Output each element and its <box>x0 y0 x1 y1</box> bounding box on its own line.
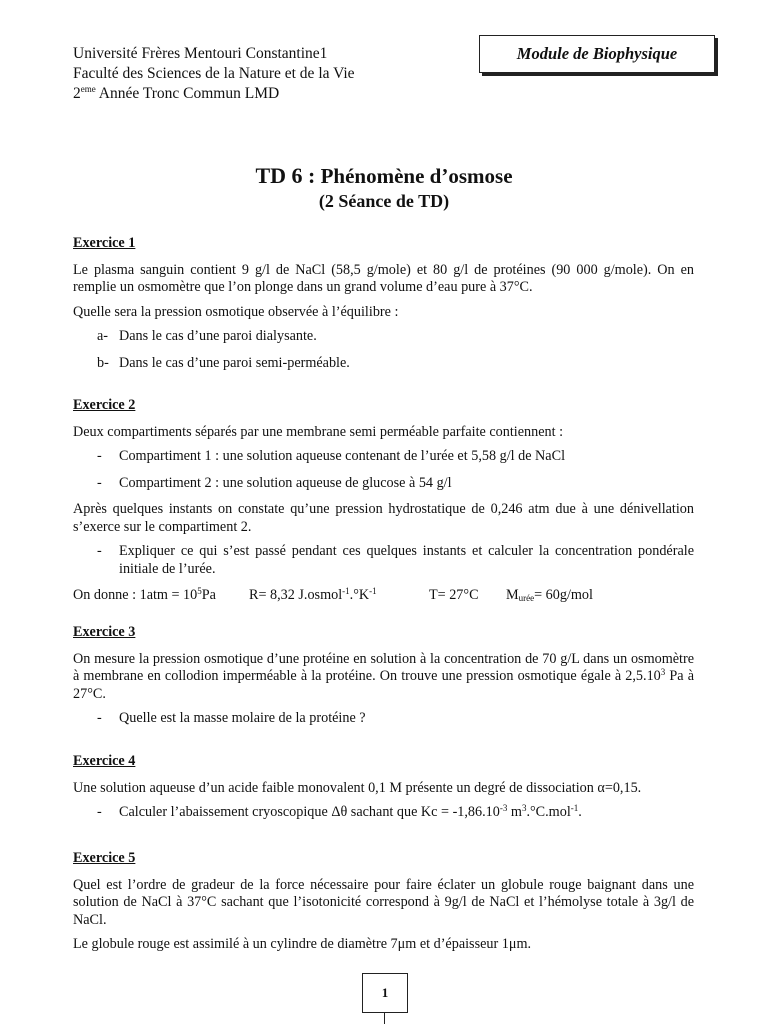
exercise-5-statement: Quel est l’ordre de gradeur de la force nécessaire pour faire éclater un globule rouge baignant dans une solution de NaCl à 37°C sachant que l’isotonicité correspond à 9g/l de NaCl et l’hémolyse totale à 3g/l de NaCl. <box>73 876 694 928</box>
exercise-4-title: Exercice 4 <box>73 753 136 769</box>
exercise-5-note: Le globule rouge est assimilé à un cylindre de diamètre 7μm et d’épaisseur 1μm. <box>73 936 532 952</box>
exercise-2 <box>73 397 694 612</box>
title-block <box>0 163 768 213</box>
exercise-2-given-data: On donne : $1atm = 10^5Pa$ R= 8,32 $J.osmol^{-1}.^\circ K^{-1}$ T= 27°C $M_{urée}= 60g/mol$ <box>73 586 593 603</box>
university-name: Université Frères Mentouri Constantine1 <box>73 45 328 62</box>
page-title: TD 6 : Phénomène d’osmose <box>255 163 513 188</box>
exercise-1-title: Exercice 1 <box>73 235 136 251</box>
exercise-1-statement: Le plasma sanguin contient 9 g/l de NaCl (58,5 g/mole) et 80 g/l de protéines (90 000 g/mole). On en remplie un osmomètre que l’on plonge dans un grand volume d’eau pure à 37°C. <box>73 261 694 295</box>
exercise-3 <box>73 624 694 737</box>
page-subtitle: (2 Séance de TD) <box>318 191 450 211</box>
exercise-3-title: Exercice 3 <box>73 624 136 640</box>
institution-header <box>73 44 355 104</box>
page-number-tick <box>384 1012 385 1024</box>
exercise-1-item-b: b- Dans le cas d’une paroi semi-perméable. <box>97 354 350 371</box>
exercise-3-question: - Quelle est la masse molaire de la protéine ? <box>97 710 366 726</box>
module-title-box: Module de Biophysique <box>479 35 715 73</box>
exercise-2-compartment-2: - Compartiment 2 : une solution aqueuse de glucose à 54 g/l <box>97 474 452 491</box>
exercise-1-item-a: a- Dans le cas d’une paroi dialysante. <box>97 328 317 344</box>
exercise-1 <box>73 235 694 381</box>
exercise-1-question: Quelle sera la pression osmotique observée à l’équilibre : <box>73 303 399 320</box>
exercise-5-title: Exercice 5 <box>73 850 136 866</box>
exercise-2-compartment-1: - Compartiment 1 : une solution aqueuse contenant de l’urée et 5,58 g/l de NaCl <box>97 448 566 464</box>
exercise-2-observation: Après quelques instants on constate qu’une pression hydrostatique de 0,246 atm due à une dénivellation s’exerce sur le compartiment 2. <box>73 501 694 535</box>
exercise-4-statement: Une solution aqueuse d’un acide faible monovalent 0,1 M présente un degré de dissociation α=0,15. <box>73 779 642 796</box>
year-line: 2eme Année Tronc Commun LMD <box>73 84 280 102</box>
exercise-2-question: - Expliquer ce qui s’est passé pendant ces quelques instants et calculer la concentration pondérale initiale de l’urée. <box>97 543 694 577</box>
exercise-3-statement: On mesure la pression osmotique d’une protéine en solution à la concentration de 70 g/L dans un osmomètre à membrane en collodion imperméable à la protéine. On trouve une pression osmotique égale à 2,5.10$^3$ Pa à 27°C. <box>73 650 694 702</box>
faculty-name: Faculté des Sciences de la Nature et de la Vie <box>73 65 355 82</box>
page-number: 1 <box>362 973 408 1013</box>
exercise-2-statement: Deux compartiments séparés par une membrane semi perméable parfaite contiennent : <box>73 423 564 440</box>
exercise-2-title: Exercice 2 <box>73 397 136 413</box>
exercise-5 <box>73 850 694 961</box>
exercise-4 <box>73 753 694 831</box>
exercise-4-question: - Calculer l’abaissement cryoscopique Δθ sachant que $Kc = -1,86.10^{-3}$ $m^3.^\circ C.mol^{-1}$. <box>97 803 582 820</box>
